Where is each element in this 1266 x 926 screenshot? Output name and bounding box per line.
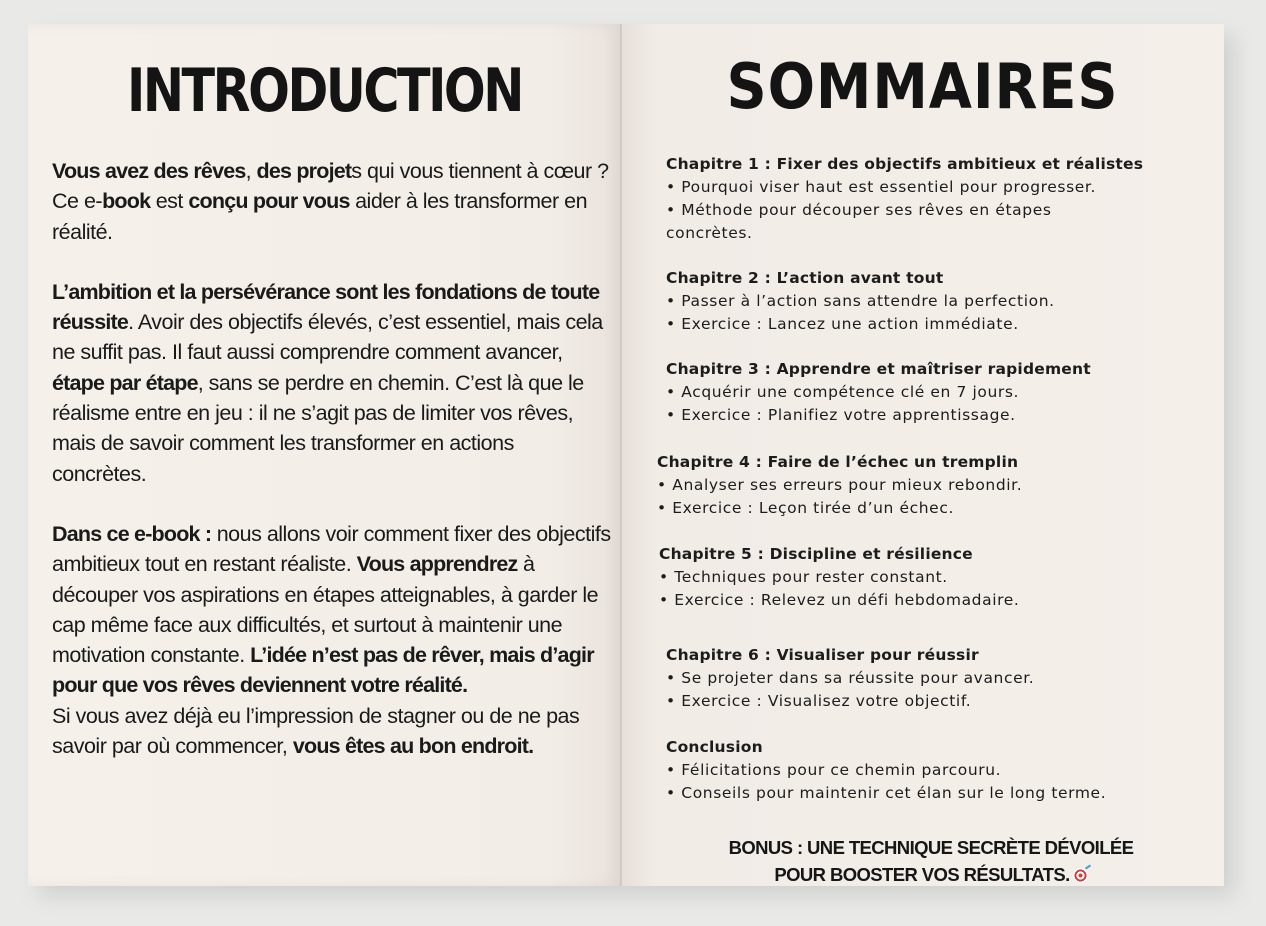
intro-paragraph-1 — [52, 156, 612, 247]
bold-run: Vous apprendrez — [356, 552, 518, 577]
conclusion-item-1: • Félicitations pour ce chemin parcouru. — [666, 761, 1002, 779]
bold-run: conçu pour vous — [188, 189, 350, 214]
conclusion-title: Conclusion — [666, 738, 763, 756]
chapter-3-item-1: • Acquérir une compétence clé en 7 jours. — [666, 383, 1020, 401]
chapter-6 — [666, 644, 1166, 713]
chapter-4-item-2: • Exercice : Leçon tirée d’un échec. — [657, 499, 954, 517]
chapter-1 — [666, 153, 1166, 245]
bonus-line-2: POUR BOOSTER VOS RÉSULTATS. — [774, 864, 1070, 885]
intro-paragraph-4 — [52, 701, 612, 762]
bold-run: Vous avez des rêves — [52, 159, 246, 183]
chapter-2-item-1: • Passer à l’action sans attendre la perfection. — [666, 292, 1055, 310]
open-booklet — [28, 24, 1224, 886]
right-page-sommaires — [621, 24, 1224, 886]
bonus-line-2-wrap — [681, 861, 1181, 886]
chapter-5 — [659, 543, 1159, 612]
chapter-3 — [666, 358, 1166, 427]
chapter-4-item-1: • Analyser ses erreurs pour mieux rebondir. — [657, 476, 1023, 494]
bonus-callout — [681, 834, 1181, 886]
target-icon — [1073, 868, 1088, 883]
text-run: . Avoir des objectifs élevés, c’est essentiel, mais cela ne suffit pas. Il faut aussi comprendre comment avancer, — [52, 310, 603, 365]
chapter-1-item-2: • Méthode pour découper ses rêves en étapes concrètes. — [666, 201, 1052, 242]
chapter-4-title: Chapitre 4 : Faire de l’échec un tremplin — [657, 453, 1019, 471]
text-run: , — [245, 159, 257, 183]
bold-run: vous êtes au bon endroit. — [292, 734, 534, 759]
chapter-2 — [666, 267, 1166, 336]
bonus-line-1: BONUS : UNE TECHNIQUE SECRÈTE DÉVOILÉE — [728, 837, 1134, 858]
chapter-4 — [657, 451, 1157, 520]
book-spine — [620, 24, 622, 886]
text-run: s qui vous tiennent à cœur ? Ce e- — [52, 159, 609, 214]
bold-run: des projet — [256, 159, 352, 183]
bold-run: Dans ce e-book : — [52, 521, 212, 546]
chapter-6-item-2: • Exercice : Visualisez votre objectif. — [666, 692, 972, 710]
chapter-5-item-2: • Exercice : Relevez un défi hebdomadaire. — [659, 591, 1020, 609]
chapter-2-title: Chapitre 2 : L’action avant tout — [666, 269, 944, 287]
intro-paragraph-2 — [52, 277, 612, 489]
chapter-1-item-1: • Pourquoi viser haut est essentiel pour progresser. — [666, 178, 1096, 196]
conclusion — [666, 736, 1186, 805]
bold-run: étape par étape — [52, 370, 198, 395]
chapter-5-title: Chapitre 5 : Discipline et résilience — [659, 545, 973, 563]
bold-run: L’ambition et la persévérance sont les fondations de toute réussite — [52, 279, 600, 335]
left-page-introduction — [28, 24, 621, 886]
text-run: aider à les transformer en réalité. — [52, 189, 588, 244]
chapter-2-item-2: • Exercice : Lancez une action immédiate. — [666, 315, 1019, 333]
sommaires-title: SOMMAIRES — [726, 50, 1119, 123]
bold-run: L’idée n’est pas de rêver, mais d’agir pour que vos rêves deviennent votre réalité. — [52, 643, 594, 698]
text-run: est — [150, 189, 189, 214]
chapter-3-item-2: • Exercice : Planifiez votre apprentissage. — [666, 406, 1016, 424]
text-run: à découper vos aspirations en étapes atteignables, à garder le cap même face aux difficultés, et surtout à maintenir une motivation constante. — [52, 552, 599, 668]
introduction-body — [52, 156, 612, 761]
text-run: , sans se perdre en chemin. C’est là que le réalisme entre en jeu : il ne s’agit pas de limiter vos rêves, mais de savoir comment les transformer en actions concrètes. — [52, 370, 584, 486]
chapter-6-title: Chapitre 6 : Visualiser pour réussir — [666, 646, 979, 664]
chapter-5-item-1: • Techniques pour rester constant. — [659, 568, 948, 586]
chapter-6-item-1: • Se projeter dans sa réussite pour avancer. — [666, 669, 1035, 687]
text-run: nous allons voir comment fixer des objectifs ambitieux tout en restant réaliste. — [52, 521, 611, 577]
chapter-1-title: Chapitre 1 : Fixer des objectifs ambitieux et réalistes — [666, 155, 1144, 173]
intro-paragraph-3 — [52, 519, 612, 701]
conclusion-item-2: • Conseils pour maintenir cet élan sur le long terme. — [666, 784, 1107, 802]
introduction-title: INTRODUCTION — [126, 56, 523, 126]
bold-run: book — [102, 189, 151, 214]
chapter-3-title: Chapitre 3 : Apprendre et maîtriser rapidement — [666, 360, 1091, 378]
text-run: Si vous avez déjà eu l’impression de stagner ou de ne pas savoir par où commencer, — [52, 703, 580, 759]
